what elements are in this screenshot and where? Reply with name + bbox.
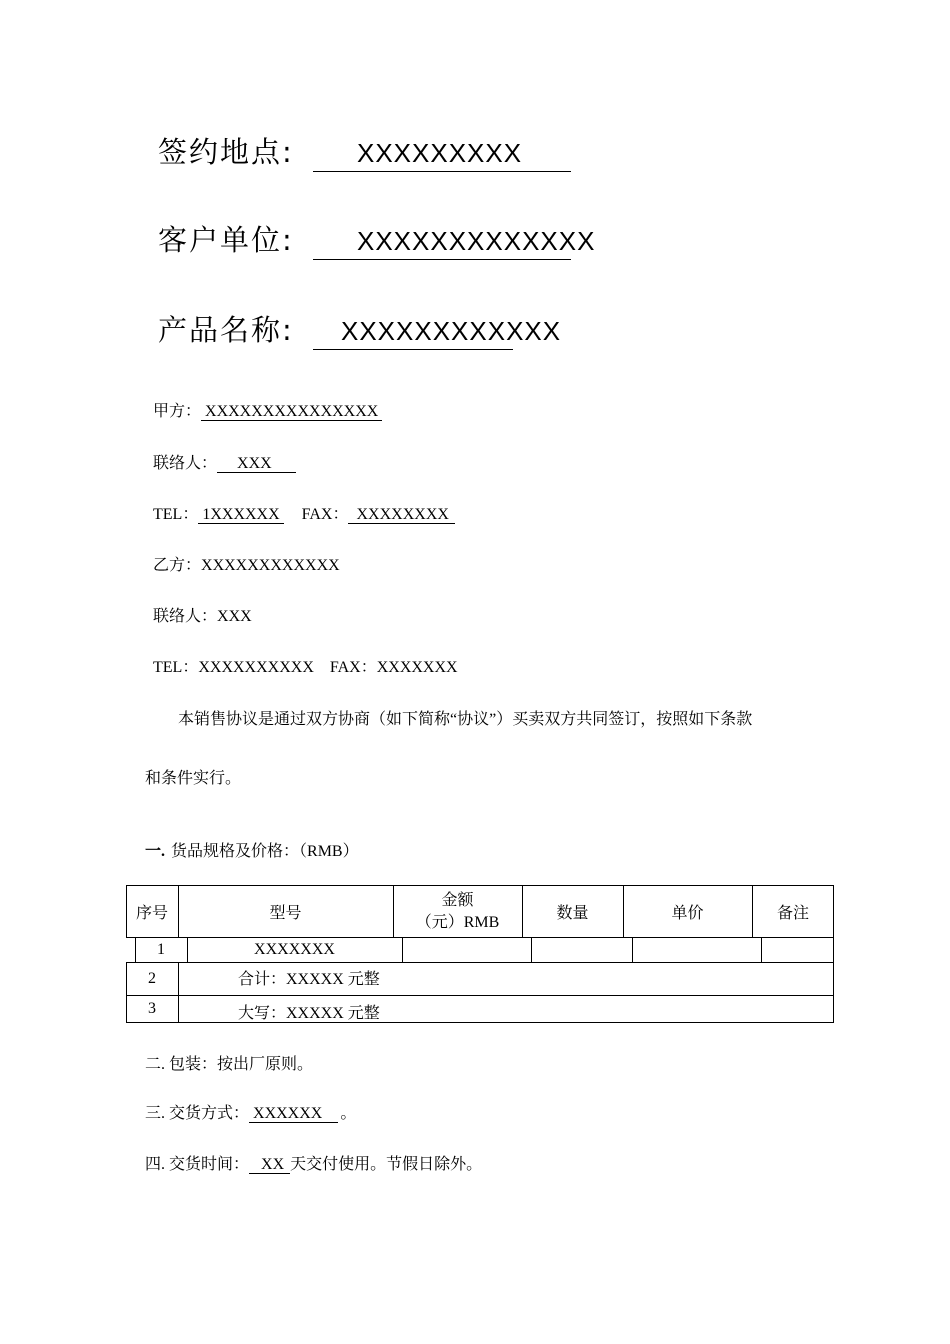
section-4-tail: 天交付使用。节假日除外。 bbox=[290, 1156, 483, 1173]
section-4-label: 四. 交货时间： bbox=[145, 1156, 250, 1173]
party-a-name: XXXXXXXXXXXXXXX bbox=[201, 403, 382, 421]
section-3-delivery-method bbox=[145, 1100, 356, 1123]
row-3-no: 3 bbox=[148, 1000, 156, 1017]
header-quantity: 数量 bbox=[556, 905, 589, 922]
header-amount bbox=[393, 885, 522, 938]
party-b-tel: XXXXXXXXXX bbox=[198, 659, 314, 676]
party-b-contact: XXX bbox=[217, 608, 252, 625]
header-amount-line1: 金额 bbox=[441, 891, 474, 909]
party-b-contact-row bbox=[153, 603, 252, 626]
signing-place-value: XXXXXXXXX bbox=[313, 138, 571, 172]
party-b-fax-label: FAX： bbox=[329, 659, 377, 676]
party-b-tel-label: TEL： bbox=[153, 659, 199, 676]
section-2-packaging: 二. 包装：按出厂原则。 bbox=[145, 1056, 314, 1073]
party-a-contact: XXX bbox=[217, 455, 296, 473]
section-3-tail: 。 bbox=[340, 1105, 357, 1122]
row-3-total-words: 大写：XXXXX 元整 bbox=[238, 1005, 380, 1022]
product-name-label: 产品名称: bbox=[158, 313, 294, 347]
header-unit-price: 单价 bbox=[671, 905, 704, 922]
party-a-tel: 1XXXXXX bbox=[198, 506, 283, 524]
party-a-tel-row bbox=[153, 501, 455, 524]
party-a-fax: XXXXXXXX bbox=[348, 506, 454, 524]
section-3-value: XXXXXX bbox=[249, 1105, 338, 1123]
header-remark: 备注 bbox=[776, 905, 809, 922]
party-a-tel-label: TEL： bbox=[153, 506, 199, 523]
row-2-no: 2 bbox=[148, 969, 156, 987]
section-1-text: 货品规格及价格：（RMB） bbox=[171, 843, 359, 860]
party-a-label: 甲方： bbox=[153, 403, 202, 420]
client-unit-row bbox=[158, 218, 596, 260]
row-1-no: 1 bbox=[157, 941, 165, 958]
row-1-model: XXXXXXX bbox=[254, 941, 335, 958]
section-1-number: 一. bbox=[145, 843, 166, 860]
header-no: 序号 bbox=[135, 905, 168, 922]
table-summary-box bbox=[126, 962, 834, 1023]
section-1-title bbox=[145, 838, 359, 861]
party-b-fax: XXXXXXX bbox=[376, 659, 458, 676]
party-a-contact-row bbox=[153, 450, 296, 473]
party-b-contact-label: 联络人： bbox=[153, 608, 218, 625]
party-a-fax-label: FAX： bbox=[301, 506, 349, 523]
party-b-tel-row bbox=[153, 654, 458, 677]
section-4-delivery-time bbox=[145, 1151, 482, 1174]
intro-line-1: 本销售协议是通过双方协商（如下简称“协议”）买卖双方共同签订，按照如下条款 bbox=[178, 711, 753, 728]
client-unit-value: XXXXXXXXXXXXX bbox=[313, 226, 571, 260]
product-name-value: XXXXXXXXXXXX bbox=[313, 316, 513, 350]
header-amount-line2: （元）RMB bbox=[415, 913, 500, 931]
row-2-total: 合计：XXXXX 元整 bbox=[238, 971, 380, 988]
party-a-row bbox=[153, 398, 382, 421]
client-unit-label: 客户单位: bbox=[158, 223, 294, 257]
header-model: 型号 bbox=[269, 905, 302, 922]
product-name-row bbox=[158, 308, 562, 350]
party-a-contact-label: 联络人： bbox=[153, 455, 218, 472]
section-3-label: 三. 交货方式： bbox=[145, 1105, 250, 1122]
section-4-value: XX bbox=[249, 1156, 290, 1174]
party-b-name: XXXXXXXXXXXX bbox=[201, 557, 340, 574]
signing-place-row bbox=[158, 130, 571, 172]
party-b-row bbox=[153, 552, 340, 575]
intro-line-2: 和条件实行。 bbox=[145, 770, 242, 787]
signing-place-label: 签约地点: bbox=[158, 135, 294, 169]
party-b-label: 乙方： bbox=[153, 557, 202, 574]
